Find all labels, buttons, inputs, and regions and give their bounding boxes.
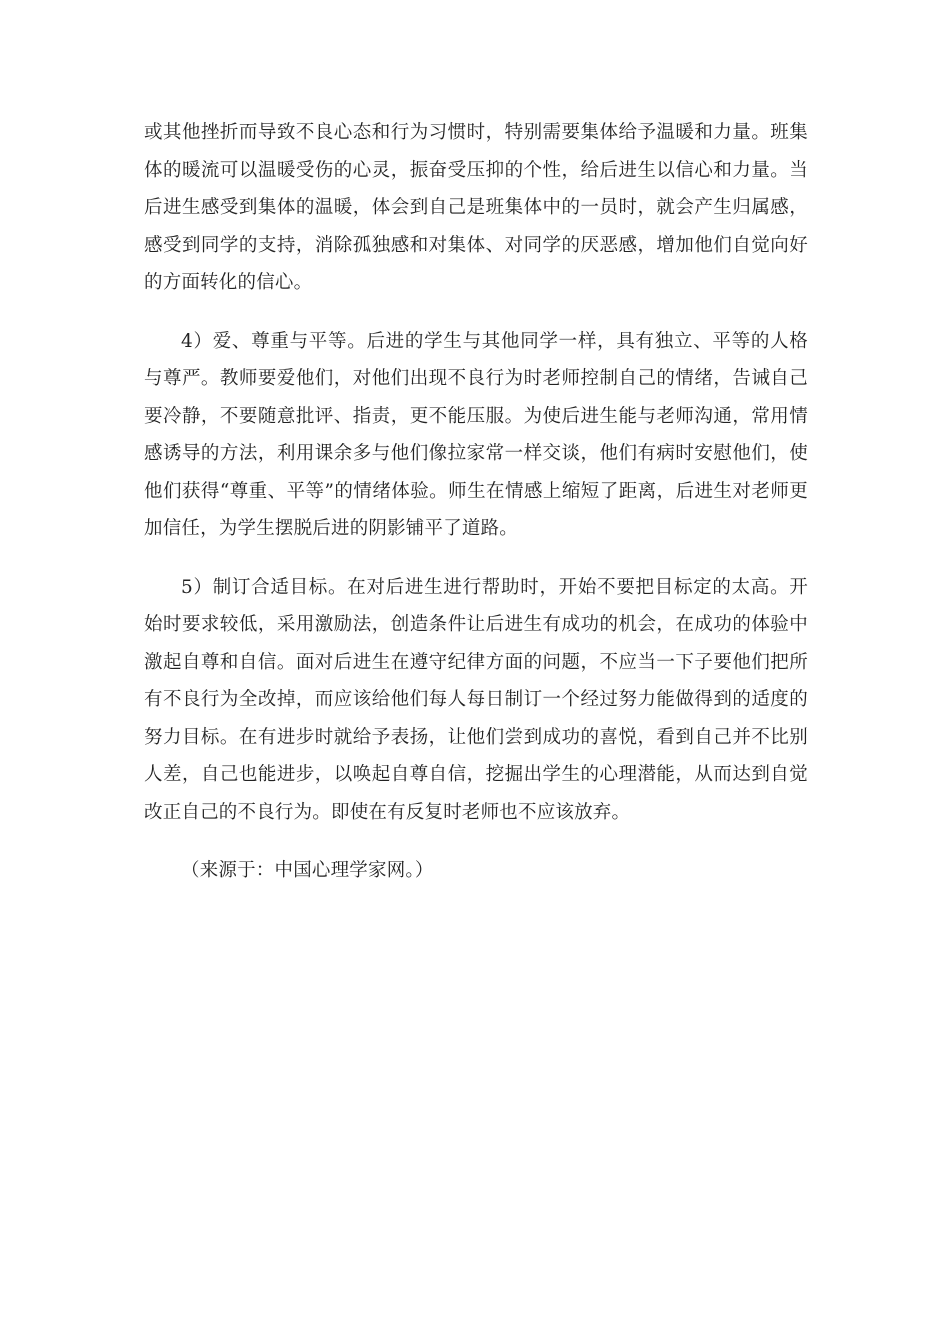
document-body	[144, 114, 808, 890]
paragraph-set-suitable-goals: 5）制订合适目标。在对后进生进行帮助时，开始不要把目标定的太高。开始时要求较低，采用激励法，创造条件让后进生有成功的机会，在成功的体验中激起自尊和自信。面对后进生在遵守纪律方面的问题，不应当一下子要他们把所有不良行为全改掉，而应该给他们每人每日制订一个经过努力能做得到的适度的努力目标。在有进步时就给予表扬，让他们尝到成功的喜悦，看到自己并不比别人差，自己也能进步，以唤起自尊自信，挖掘出学生的心理潜能，从而达到自觉改正自己的不良行为。即使在有反复时老师也不应该放弃。	[144, 576, 808, 823]
paragraph-continuation: 或其他挫折而导致不良心态和行为习惯时，特别需要集体给予温暖和力量。班集体的暖流可以温暖受伤的心灵，振奋受压抑的个性，给后进生以信心和力量。当后进生感受到集体的温暖，体会到自己是班集体中的一员时，就会产生归属感，感受到同学的支持，消除孤独感和对集体、对同学的厌恶感，增加他们自觉向好的方面转化的信心。	[144, 122, 808, 293]
source-note: （来源于：中国心理学家网。）	[181, 860, 434, 881]
paragraph-love-respect-equality: 4）爱、尊重与平等。后进的学生与其他同学一样，具有独立、平等的人格与尊严。教师要爱他们，对他们出现不良行为时老师控制自己的情绪，告诫自己要冷静，不要随意批评、指责，更不能压服。为使后进生能与老师沟通，常用情感诱导的方法，利用课余多与他们像拉家常一样交谈，他们有病时安慰他们，使他们获得“尊重、平等”的情绪体验。师生在情感上缩短了距离，后进生对老师更加信任，为学生摆脱后进的阴影铺平了道路。	[144, 330, 808, 539]
